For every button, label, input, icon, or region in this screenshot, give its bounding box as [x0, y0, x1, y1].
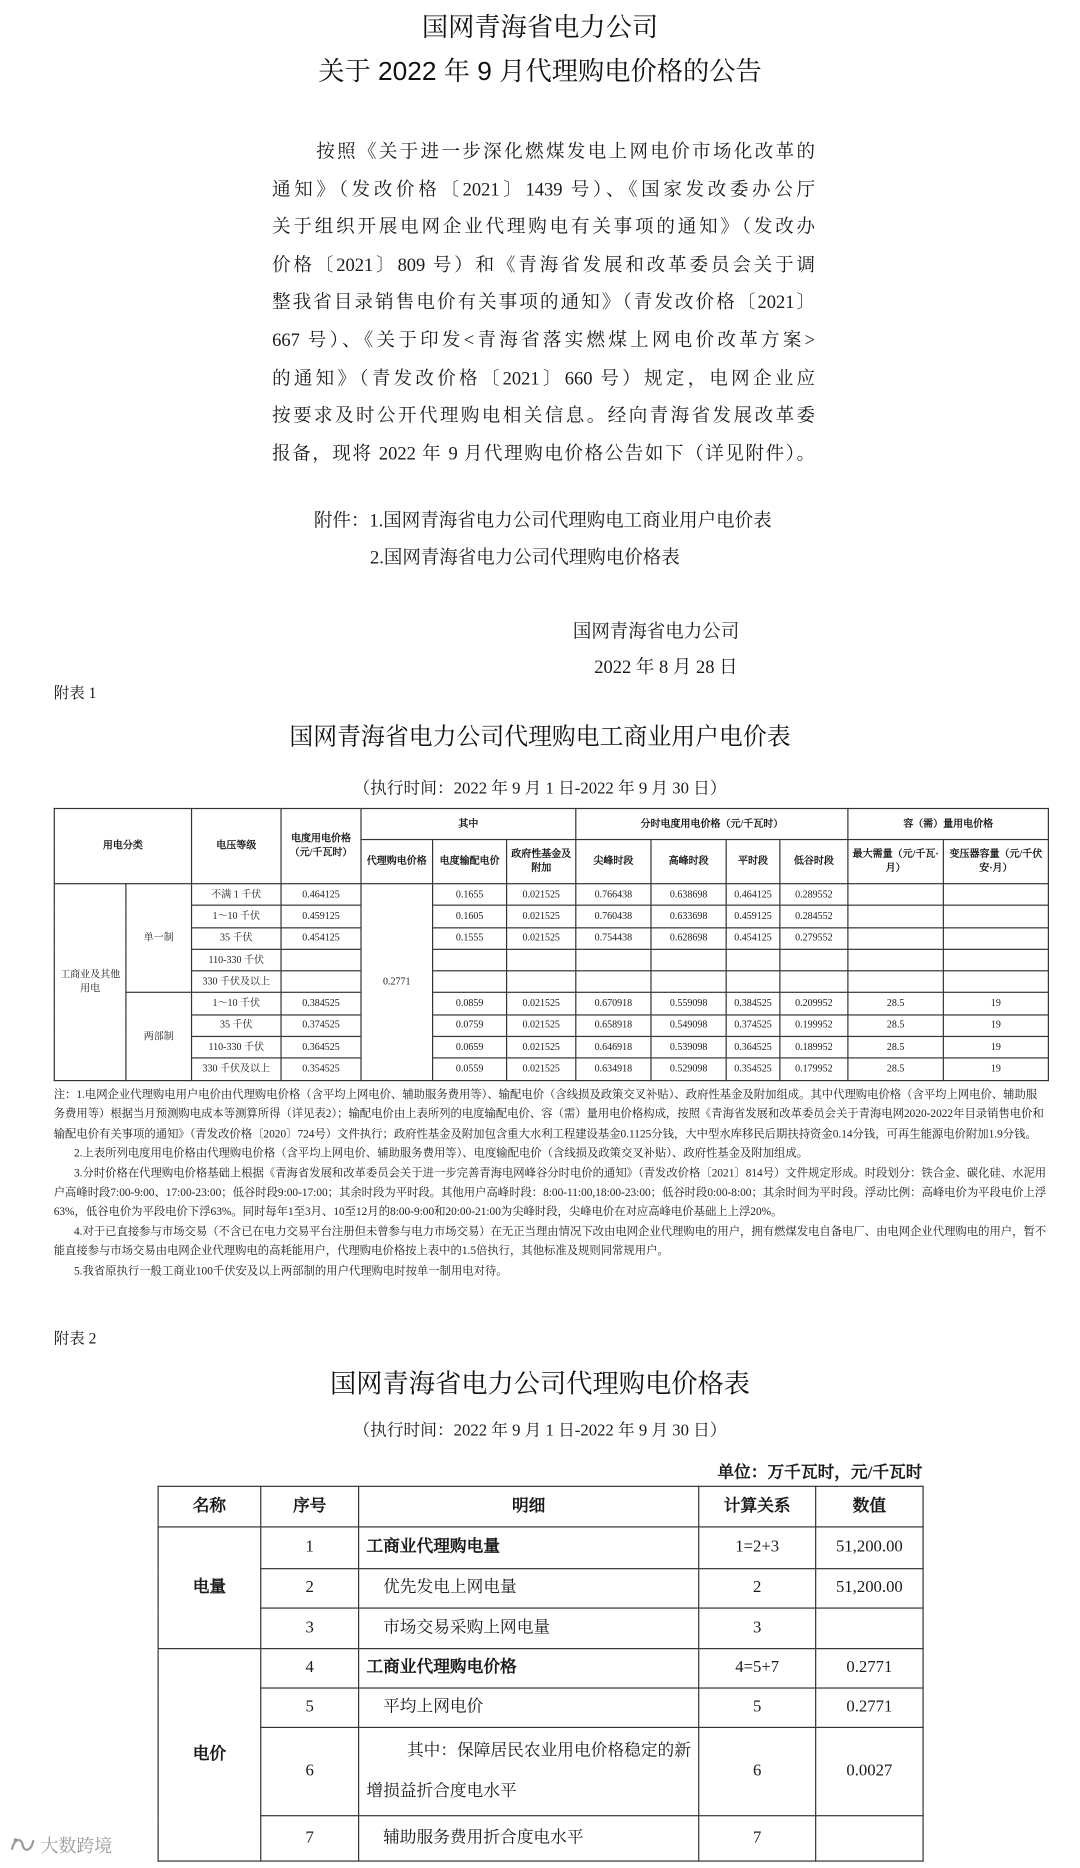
cell-peak [651, 949, 726, 971]
cell-price: 0.384525 [281, 993, 361, 1015]
cell-peak: 0.529098 [651, 1058, 726, 1080]
cell-seq: 3 [261, 1608, 359, 1649]
cell-demand [848, 949, 943, 971]
header-grid: 电度输配电价 [433, 840, 507, 884]
cell-voltage: 1～10 千伏 [192, 906, 282, 928]
watermark [10, 1833, 113, 1858]
cell-transformer [943, 949, 1048, 971]
cell-voltage: 110-330 千伏 [192, 949, 282, 971]
cell-demand [848, 884, 943, 906]
cell-sharp: 0.766438 [576, 884, 651, 906]
cell-value: 0.0027 [816, 1727, 923, 1815]
cell-fund: 0.021525 [507, 884, 576, 906]
cell-price [281, 949, 361, 971]
cell-valley: 0.279552 [780, 927, 848, 949]
cell-peak: 0.549098 [651, 1015, 726, 1037]
cell-peak: 0.633698 [651, 906, 726, 928]
cell-detail: 其中：保障居民农业用电价格稳定的新增损益折合度电水平 [359, 1727, 699, 1815]
header-agency: 代理购电价格 [361, 840, 433, 884]
signature-org: 国网青海省电力公司 [572, 621, 740, 643]
cell-transformer [943, 884, 1048, 906]
commercial-price-table [54, 808, 1049, 1081]
notice-body [272, 134, 815, 473]
annex2-unit: 单位：万千瓦时，元/千瓦时 [717, 1464, 923, 1483]
note-item: 5.我省原执行一般工商业100千伏安及以上两部制的用户代理购电时按单一制用电对待。 [73, 1265, 508, 1278]
cell-price: 0.374525 [281, 1015, 361, 1037]
cell-grid: 0.0859 [433, 993, 507, 1015]
cell-formula: 1=2+3 [699, 1527, 816, 1569]
header-valley: 低谷时段 [780, 840, 848, 884]
cell-detail: 工商业代理购电价格 [359, 1649, 699, 1688]
table-row [158, 1727, 923, 1815]
cell-peak [651, 971, 726, 993]
cell-valley: 0.199952 [780, 1015, 848, 1037]
cell-valley [780, 971, 848, 993]
cell-value: 51,200.00 [816, 1527, 923, 1569]
annex2-title: 国网青海省电力公司代理购电价格表 [329, 1368, 751, 1399]
table-row [54, 971, 1048, 993]
cell-price: 0.464125 [281, 884, 361, 906]
header-detail: 明细 [359, 1486, 699, 1527]
note-item: 注：1.电网企业代理购电用户电价由代理购电价格（含平均上网电价、辅助服务费用等）、输配电价（含线损及政策交叉补贴）、政府性基金及附加组成。其中代理购电价格（含平均上网电价、辅助服务费用等）根据当月预测购电成本等测算所得（详见表2）；输配电价由上表所列的电度输配电价、容（需）量用电价格构成，按照《青海省发展和改革委员会关于青海电网2020-2022年目录销售电价和输配电价有关事项的通知》（青发改价格〔2020〕724号）文件执行；政府性基金及附加包含重大水利工程建设基金0.1125分钱，大中型水库移民后期扶持资金0.14分钱，可再生能源电价附加1.9分钱。 [53, 1089, 1044, 1141]
body-line: 价格〔2021〕809 号）和《青海省发展和改革委员会关于调 [272, 255, 816, 276]
cell-flat: 0.459125 [726, 906, 780, 928]
annex1-title: 国网青海省电力公司代理购电工商业用户电价表 [289, 724, 791, 751]
cell-voltage: 35 千伏 [192, 1015, 282, 1037]
table-row [54, 927, 1048, 949]
cell-peak: 0.638698 [651, 884, 726, 906]
cell-seq: 4 [261, 1649, 359, 1688]
cell-flat: 0.364525 [726, 1037, 780, 1059]
cell-price: 0.459125 [281, 906, 361, 928]
cell-fund: 0.021525 [507, 906, 576, 928]
cell-peak: 0.559098 [651, 993, 726, 1015]
cell-flat: 0.374525 [726, 1015, 780, 1037]
cell-voltage: 不满 1 千伏 [192, 884, 282, 906]
cell-demand [848, 906, 943, 928]
cell-demand: 28.5 [848, 1037, 943, 1059]
cell-grid [433, 949, 507, 971]
header-price: 电度用电价格（元/千瓦时） [281, 809, 361, 884]
cell-value: 0.2771 [816, 1688, 923, 1727]
cell-fund [507, 949, 576, 971]
cell-transformer: 19 [943, 1015, 1048, 1037]
cell-voltage: 1～10 千伏 [192, 993, 282, 1015]
table-row [158, 1608, 923, 1649]
header-peak: 高峰时段 [651, 840, 726, 884]
body-line: 通知》（发改价格〔2021〕1439 号）、《国家发改委办公厅 [272, 179, 816, 201]
agency-price-table [158, 1486, 924, 1862]
cell-sharp: 0.754438 [576, 927, 651, 949]
notice-title-line1: 国网青海省电力公司 [421, 11, 659, 42]
header-name: 名称 [158, 1486, 261, 1527]
cell-grid [433, 971, 507, 993]
cell-voltage: 35 千伏 [192, 927, 282, 949]
cell-transformer: 19 [943, 1037, 1048, 1059]
cell-transformer: 19 [943, 993, 1048, 1015]
cell-price: 0.354525 [281, 1058, 361, 1080]
attachment-line-1: 附件：1.国网青海省电力公司代理购电工商业用户电价表 [313, 510, 772, 532]
cell-sharp: 0.670918 [576, 993, 651, 1015]
body-line: 报备，现将 2022 年 9 月代理购电价格公告如下（详见附件）。 [272, 443, 816, 464]
cell-transformer [943, 971, 1048, 993]
attachment-line-2: 2.国网青海省电力公司代理购电价格表 [369, 547, 680, 569]
cell-valley: 0.284552 [780, 906, 848, 928]
cell-category: 工商业及其他用电 [54, 884, 126, 1081]
cell-valley: 0.189952 [780, 1037, 848, 1059]
cell-peak: 0.628698 [651, 927, 726, 949]
header-formula: 计算关系 [699, 1486, 816, 1527]
body-line: 关于组织开展电网企业代理购电有关事项的通知》（发改办 [272, 217, 816, 238]
table-row [158, 1527, 923, 1569]
cell-valley [780, 949, 848, 971]
table-row [158, 1649, 923, 1688]
cell-fund [507, 971, 576, 993]
cell-grid: 0.0659 [433, 1037, 507, 1059]
cell-flat [726, 949, 780, 971]
cell-demand: 28.5 [848, 1058, 943, 1080]
cell-value [816, 1816, 923, 1861]
cell-price [281, 971, 361, 993]
cell-voltage: 330 千伏及以上 [192, 971, 282, 993]
cell-grid: 0.1655 [433, 884, 507, 906]
cell-seq: 5 [261, 1688, 359, 1727]
cell-seq: 7 [261, 1816, 359, 1861]
table-row [158, 1688, 923, 1727]
cell-flat [726, 971, 780, 993]
cell-detail: 工商业代理购电量 [359, 1527, 699, 1569]
annex2-label: 附表 2 [53, 1329, 97, 1348]
annex1-label: 附表 1 [53, 683, 97, 702]
header-tou: 分时电度用电价格（元/千瓦时） [576, 809, 848, 840]
cell-seq: 6 [261, 1727, 359, 1815]
group-energy: 电量 [158, 1527, 261, 1649]
cell-demand [848, 927, 943, 949]
cell-value: 0.2771 [816, 1649, 923, 1688]
header-transformer: 变压器容量（元/千伏安·月） [943, 840, 1048, 884]
cell-two-part-rate: 两部制 [126, 993, 192, 1080]
cell-voltage: 110-330 千伏 [192, 1037, 282, 1059]
header-fund: 政府性基金及附加 [507, 840, 576, 884]
header-seq: 序号 [261, 1486, 359, 1527]
cell-agency-price: 0.2771 [361, 884, 433, 1081]
cell-seq: 1 [261, 1527, 359, 1569]
header-of-which: 其中 [361, 809, 576, 840]
cell-value [816, 1608, 923, 1649]
cell-sharp [576, 971, 651, 993]
cell-fund: 0.021525 [507, 1015, 576, 1037]
cell-sharp: 0.658918 [576, 1015, 651, 1037]
cell-grid: 0.0559 [433, 1058, 507, 1080]
cell-price: 0.454125 [281, 927, 361, 949]
cell-valley: 0.209952 [780, 993, 848, 1015]
cell-voltage: 330 千伏及以上 [192, 1058, 282, 1080]
cell-valley: 0.289552 [780, 884, 848, 906]
cell-demand [848, 971, 943, 993]
header-sharp: 尖峰时段 [576, 840, 651, 884]
cell-detail: 优先发电上网电量 [359, 1569, 699, 1608]
cell-demand: 28.5 [848, 1015, 943, 1037]
body-line: 整我省目录销售电价有关事项的通知》（青发改价格〔2021〕 [272, 292, 816, 314]
cell-detail: 市场交易采购上网电量 [359, 1608, 699, 1649]
table-row [54, 884, 1048, 906]
header-category: 用电分类 [54, 809, 191, 884]
annex1-notes [54, 1086, 1048, 1282]
cell-sharp: 0.634918 [576, 1058, 651, 1080]
cell-sharp: 0.646918 [576, 1037, 651, 1059]
cell-detail: 平均上网电价 [359, 1688, 699, 1727]
body-line: 按照《关于进一步深化燃煤发电上网电价市场化改革的 [316, 142, 816, 163]
signature-date: 2022 年 8 月 28 日 [594, 657, 738, 678]
cell-fund: 0.021525 [507, 993, 576, 1015]
cell-demand: 28.5 [848, 993, 943, 1015]
table-row [54, 906, 1048, 928]
cell-formula: 2 [699, 1569, 816, 1608]
cell-detail: 辅助服务费用折合度电水平 [359, 1816, 699, 1861]
cell-flat: 0.384525 [726, 993, 780, 1015]
cell-transformer [943, 906, 1048, 928]
cell-fund: 0.021525 [507, 1037, 576, 1059]
table-row [54, 993, 1048, 1015]
cell-value: 51,200.00 [816, 1569, 923, 1608]
body-line: 667 号）、《关于印发<青海省落实燃煤上网电价改革方案> [272, 330, 816, 351]
group-price: 电价 [158, 1649, 261, 1861]
cell-transformer: 19 [943, 1058, 1048, 1080]
table-row [54, 1015, 1048, 1037]
cell-fund: 0.021525 [507, 1058, 576, 1080]
header-voltage: 电压等级 [192, 809, 282, 884]
cell-fund: 0.021525 [507, 927, 576, 949]
cell-formula: 6 [699, 1727, 816, 1815]
cell-flat: 0.354525 [726, 1058, 780, 1080]
cell-sharp [576, 949, 651, 971]
header-capacity-group: 容（需）量用电价格 [848, 809, 1048, 840]
logo-icon [10, 1835, 36, 1854]
annex1-period: （执行时间：2022 年 9 月 1 日-2022 年 9 月 30 日） [353, 780, 727, 799]
cell-grid: 0.1605 [433, 906, 507, 928]
annex2-period: （执行时间：2022 年 9 月 1 日-2022 年 9 月 30 日） [353, 1422, 727, 1441]
note-item: 3.分时价格在代理购电价格基础上根据《青海省发展和改革委员会关于进一步完善青海电网峰谷分时电价的通知》（青发改价格〔2021〕814号）文件规定形成。时段划分：铁合金、碳化硅、水泥用户高峰时段7:00-9:00、17:00-23:00；低谷时段9:00-17:00；其余时段为平时段。其他用户高峰时段：8:00-11:00,18:00-23:00；低谷时段0:00-8:00；其余时间为平时段。浮动比例：高峰电价为平段电价上浮63%，低谷电价为平段电价下浮63%。同时每年1至3月、10至12月的8:00-9:00和20:00-21:00为尖峰时段，尖峰电价在对应高峰电价基础上上浮20%。 [53, 1167, 1047, 1219]
cell-grid: 0.0759 [433, 1015, 507, 1037]
cell-single-rate: 单一制 [126, 884, 192, 993]
note-item: 2.上表所列电度用电价格由代理购电价格（含平均上网电价、辅助服务费用等）、电度输配电价（含线损及政策交叉补贴）、政府性基金及附加组成。 [73, 1148, 809, 1161]
cell-valley: 0.179952 [780, 1058, 848, 1080]
cell-flat: 0.454125 [726, 927, 780, 949]
cell-formula: 7 [699, 1816, 816, 1861]
cell-flat: 0.464125 [726, 884, 780, 906]
header-flat: 平时段 [726, 840, 780, 884]
table-row [54, 1037, 1048, 1059]
cell-formula: 4=5+7 [699, 1649, 816, 1688]
cell-seq: 2 [261, 1569, 359, 1608]
header-demand: 最大需量（元/千瓦·月） [848, 840, 943, 884]
header-value: 数值 [816, 1486, 923, 1527]
cell-peak: 0.539098 [651, 1037, 726, 1059]
cell-price: 0.364525 [281, 1037, 361, 1059]
body-line: 的通知》（青发改价格〔2021〕660 号）规定，电网企业应 [272, 368, 816, 389]
table-row [54, 1058, 1048, 1080]
body-line: 按要求及时公开代理购电相关信息。经向青海省发展改革委 [272, 405, 816, 427]
table-row [158, 1569, 923, 1608]
cell-formula: 3 [699, 1608, 816, 1649]
cell-sharp: 0.760438 [576, 906, 651, 928]
cell-transformer [943, 927, 1048, 949]
cell-formula: 5 [699, 1688, 816, 1727]
commercial-price-table-body [54, 884, 1048, 1081]
table-row [158, 1816, 923, 1861]
notice-title-line2: 关于 2022 年 9 月代理购电价格的公告 [318, 56, 762, 86]
note-item: 4.对于已直接参与市场交易（不含已在电力交易平台注册但未曾参与电力市场交易）在无正当理由情况下改由电网企业代理购电的用户，拥有燃煤发电自备电厂、由电网企业代理购电的用户，暂不能直接参与市场交易由电网企业代理购电的高耗能用户，代理购电价格按上表中的1.5倍执行，其他标准及规则同常规用户。 [53, 1226, 1047, 1259]
table-row [54, 949, 1048, 971]
watermark-text: 大数跨境 [40, 1836, 113, 1857]
cell-grid: 0.1555 [433, 927, 507, 949]
